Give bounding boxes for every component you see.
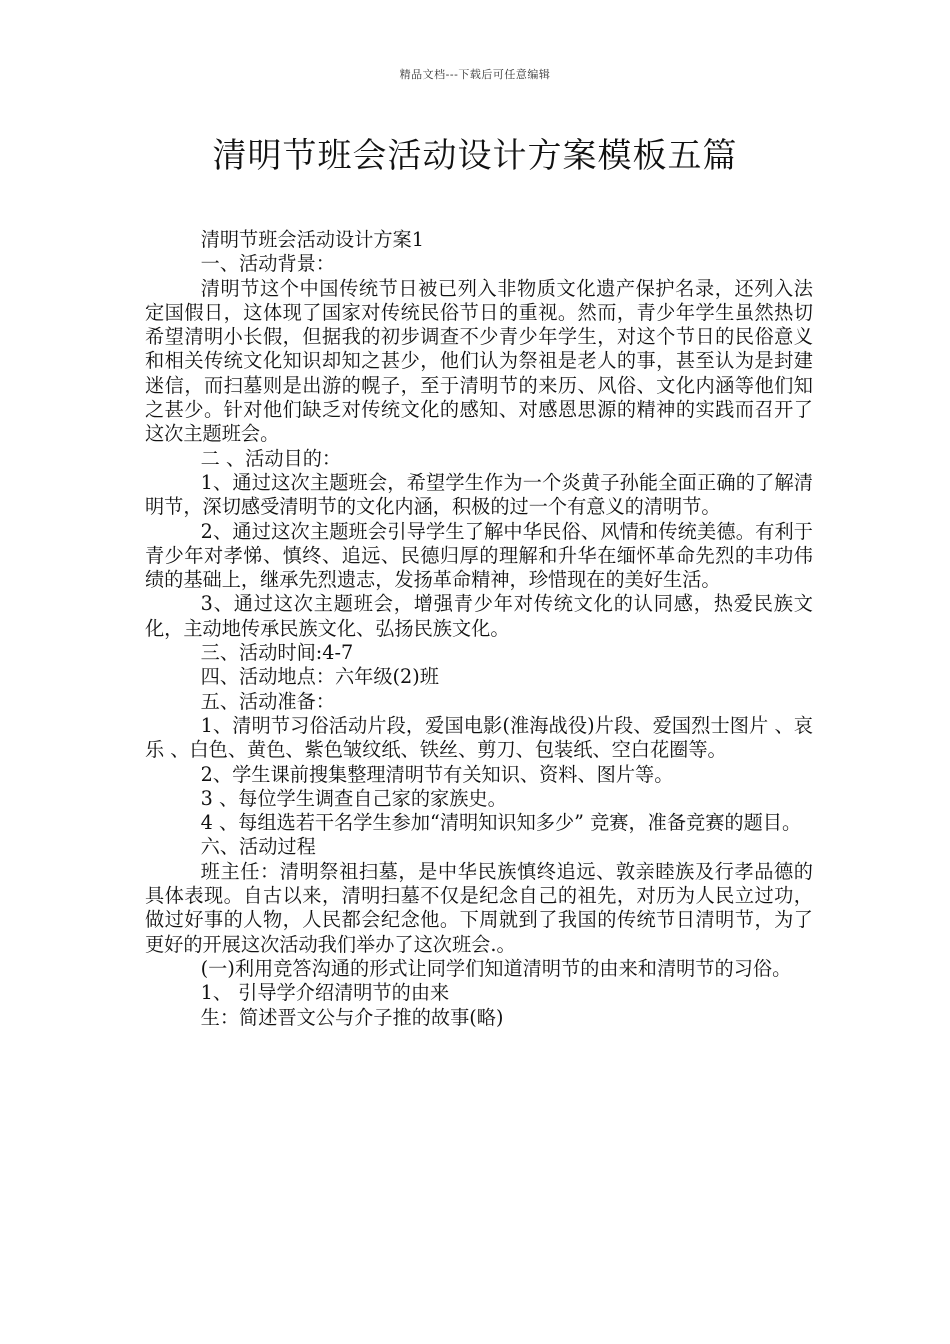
preparation-item-3: 3 、每位学生调查自己家的家族史。 xyxy=(200,786,507,810)
subheading-purpose: 二 、活动目的： xyxy=(200,446,342,470)
header-note: 精品文档---下载后可任意编辑 xyxy=(399,68,551,81)
paragraph-purpose-1: 1、通过这次主题班会，希望学生作为一个炎黄子孙能全面正确的了解清明节，深切感受清明节的文化内涵，积极的过一个有意义的清明节。 xyxy=(145,470,813,519)
preparation-item-4: 4 、每组选若干名学生参加“清明知识知多少” 竞赛，准备竞赛的题目。 xyxy=(200,811,802,835)
student-response: 生：简述晋文公与介子推的故事(略) xyxy=(200,1005,504,1029)
document-body xyxy=(145,228,813,1030)
paragraph-part-one: (一)利用竞答沟通的形式让同学们知道清明节的由来和清明节的习俗。 xyxy=(200,956,792,980)
paragraph-background: 清明节这个中国传统节日被已列入非物质文化遗产保护名录，还列入法定国假日，这体现了国家对传统民俗节日的重视。然而，青少年学生虽然热切希望清明小长假，但据我的初步调查不少青少年学生，对这个节日的民俗意义和相关传统文化知识却知之甚少，他们认为祭祖是老人的事，甚至认为是封建迷信，而扫墓则是出游的幌子，至于清明节的来历、风俗、文化内涵等他们知之甚少。针对他们缺乏对传统文化的感知、对感恩思源的精神的实践而召开了这次主题班会。 xyxy=(145,276,813,446)
preparation-item-1: 1、清明节习俗活动片段，爱国电影(淮海战役)片段、爱国烈士图片 、哀乐 、白色、黄色、紫色皱纹纸、铁丝、剪刀、包装纸、空白花圈等。 xyxy=(145,713,813,762)
paragraph-purpose-2: 2、通过这次主题班会引导学生了解中华民俗、风情和传统美德。有利于青少年对孝悌、慎终、追远、民德归厚的理解和升华在缅怀革命先烈的丰功伟绩的基础上，继承先烈遗志，发扬革命精神，珍惜现在的美好生活。 xyxy=(145,519,813,592)
paragraph-teacher: 班主任：清明祭祖扫墓，是中华民族慎终追远、敦亲睦族及行孝品德的具体表现。自古以来，清明扫墓不仅是纪念自己的祖先，对历为人民立过功，做过好事的人物，人民都会纪念他。下周就到了我国的传统节日清明节，为了更好的开展这次活动我们举办了这次班会.。 xyxy=(145,859,813,956)
document-title: 清明节班会活动设计方案模板五篇 xyxy=(212,136,738,176)
section-heading: 清明节班会活动设计方案1 xyxy=(200,228,424,251)
subheading-background: 一、活动背景： xyxy=(200,252,335,276)
subheading-process: 六、活动过程 xyxy=(200,835,316,859)
activity-time: 三、活动时间:4-7 xyxy=(200,641,354,665)
process-item-1: 1、 引导学介绍清明节的由来 xyxy=(200,981,450,1005)
paragraph-purpose-3: 3、通过这次主题班会，增强青少年对传统文化的认同感，热爱民族文化，主动地传承民族文化、弘扬民族文化。 xyxy=(145,592,813,640)
activity-location: 四、活动地点：六年级(2)班 xyxy=(200,665,439,689)
subheading-preparation: 五、活动准备： xyxy=(200,689,335,713)
preparation-item-2: 2、学生课前搜集整理清明节有关知识、资料、图片等。 xyxy=(200,762,674,786)
